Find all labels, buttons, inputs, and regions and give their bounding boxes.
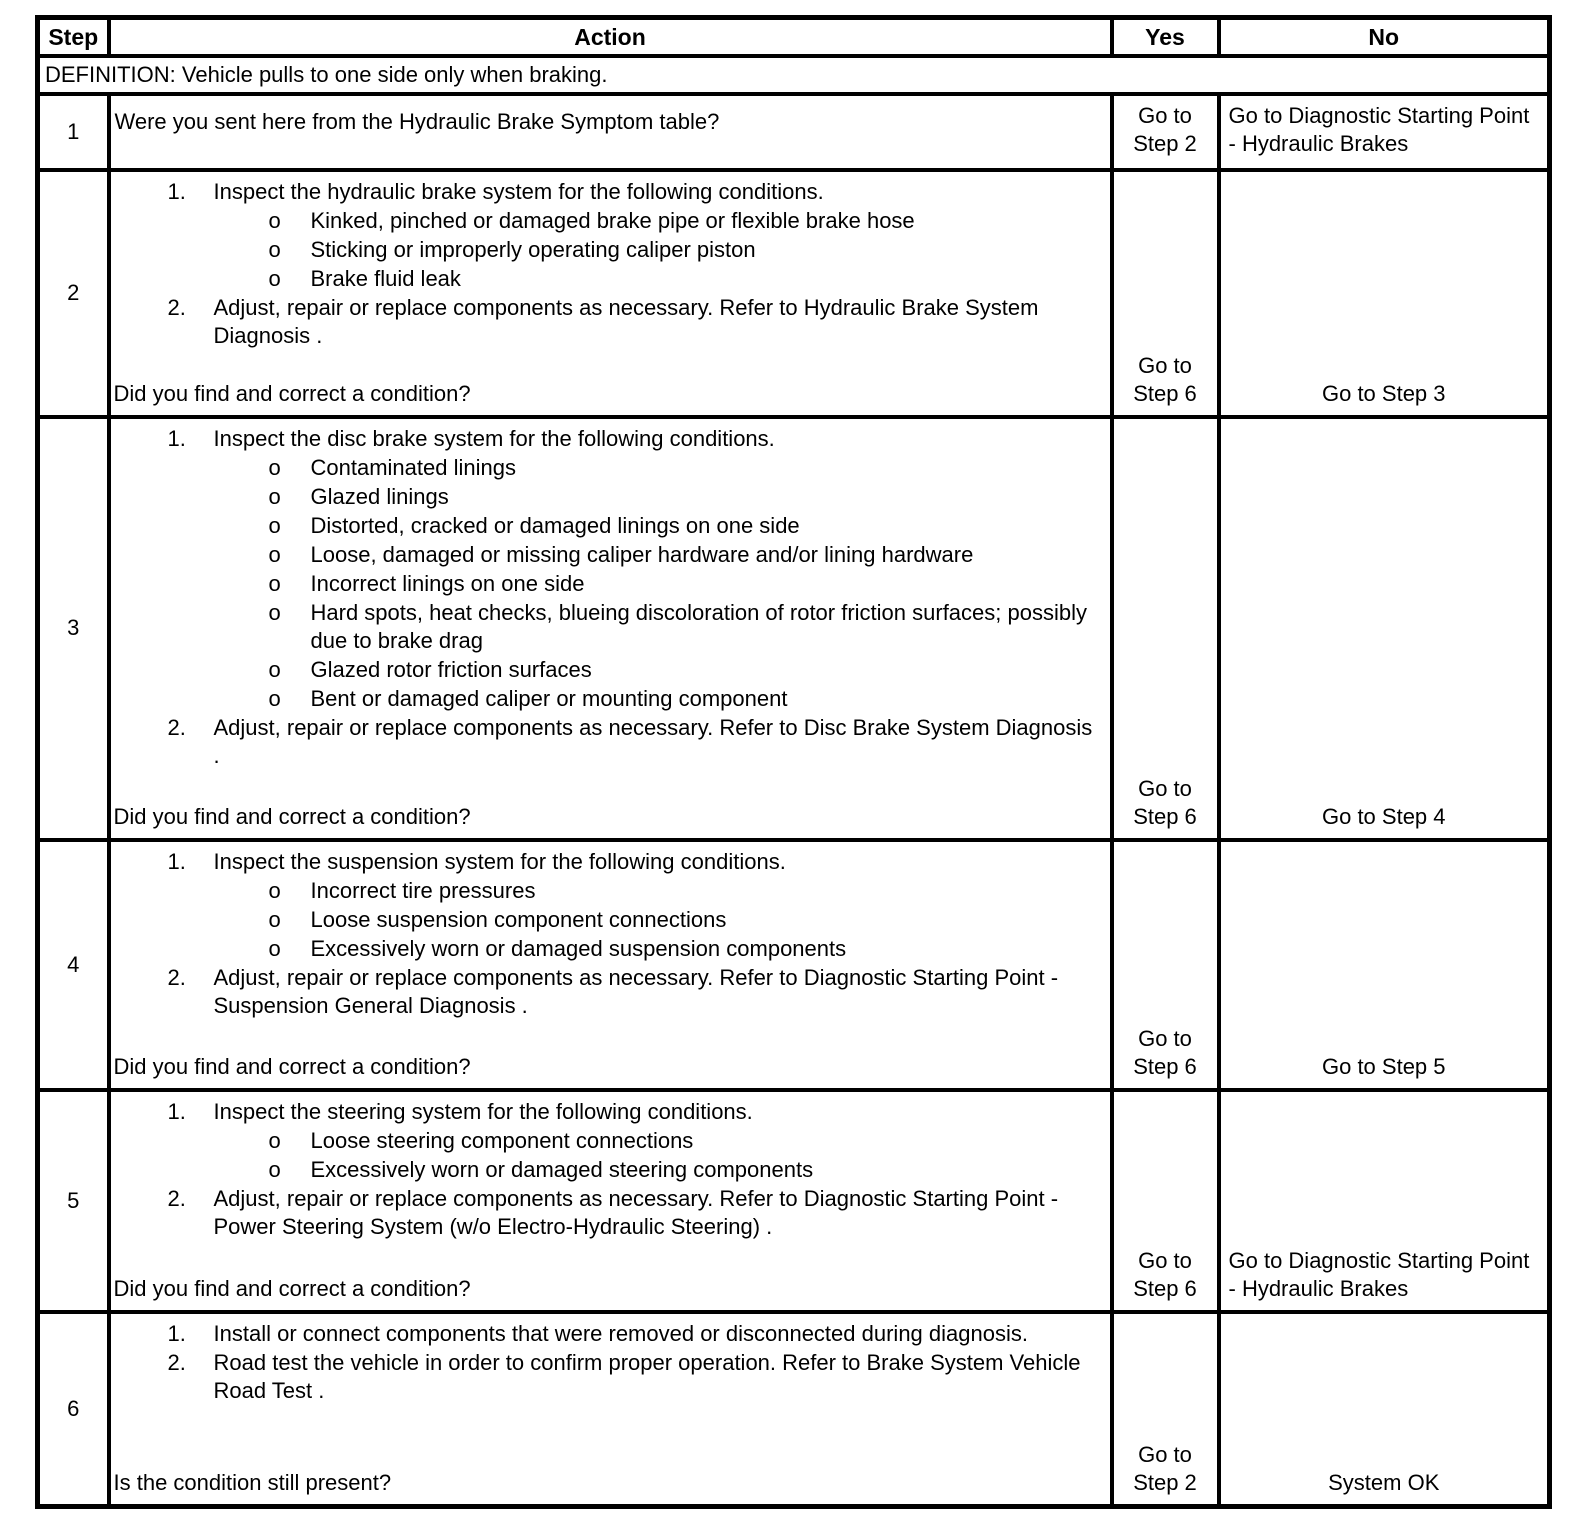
bullet-marker: o	[268, 207, 281, 233]
list-number: 2.	[167, 1349, 186, 1375]
bullet-text: Incorrect linings on one side	[310, 570, 585, 596]
bullet-item	[113, 207, 1100, 235]
bullet-marker: o	[268, 935, 281, 961]
bullet-text: Glazed linings	[310, 483, 449, 509]
list-text: Adjust, repair or replace components as necessary. Refer to Hydraulic Brake System Diagnosis .	[213, 294, 1039, 348]
bullet-text: Contaminated linings	[310, 454, 516, 480]
step-number: 2	[38, 170, 109, 417]
header-step: Step	[38, 18, 109, 56]
step-number: 5	[38, 1090, 109, 1312]
bullet-item	[113, 1127, 1100, 1155]
list-item	[113, 1320, 1100, 1348]
action-cell	[109, 417, 1112, 840]
bullet-marker: o	[268, 570, 281, 596]
header-action: Action	[109, 18, 1112, 56]
bullet-item	[113, 656, 1100, 684]
bullet-marker: o	[268, 906, 281, 932]
action-list	[113, 848, 1100, 1020]
bullet-marker: o	[268, 877, 281, 903]
action-list	[113, 178, 1100, 350]
action-question: Did you find and correct a condition?	[113, 803, 471, 829]
no-cell: System OK	[1219, 1312, 1550, 1507]
list-item	[113, 848, 1100, 876]
table-row-step-4	[38, 840, 1550, 1090]
bullet-item	[113, 454, 1100, 482]
list-text: Road test the vehicle in order to confirm proper operation. Refer to Brake System Vehicle Road Test .	[213, 1349, 1081, 1403]
action-cell	[109, 1090, 1112, 1312]
list-item	[113, 294, 1100, 350]
bullet-item	[113, 906, 1100, 934]
list-number: 1.	[167, 848, 186, 874]
list-text: Inspect the steering system for the following conditions.	[213, 1098, 753, 1124]
list-text: Inspect the hydraulic brake system for the following conditions.	[213, 178, 824, 204]
bullet-item	[113, 265, 1100, 293]
table-row-step-6	[38, 1312, 1550, 1507]
yes-cell: Go to Step 6	[1112, 840, 1219, 1090]
list-item	[113, 178, 1100, 206]
yes-cell: Go to Step 6	[1112, 417, 1219, 840]
list-number: 2.	[167, 294, 186, 320]
list-text: Adjust, repair or replace components as necessary. Refer to Disc Brake System Diagnosis .	[213, 714, 1093, 768]
yes-cell: Go to Step 6	[1112, 1090, 1219, 1312]
list-item	[113, 425, 1100, 453]
bullet-item	[113, 541, 1100, 569]
no-cell: Go to Step 3	[1219, 170, 1550, 417]
bullet-item	[113, 1156, 1100, 1184]
bullet-item	[113, 483, 1100, 511]
step-number: 3	[38, 417, 109, 840]
list-number: 1.	[167, 178, 186, 204]
header-no: No	[1219, 18, 1550, 56]
bullet-text: Glazed rotor friction surfaces	[310, 656, 592, 682]
bullet-marker: o	[268, 656, 281, 682]
bullet-marker: o	[268, 1127, 281, 1153]
bullet-text: Kinked, pinched or damaged brake pipe or flexible brake hose	[310, 207, 915, 233]
list-item	[113, 964, 1100, 1020]
bullet-text: Loose suspension component connections	[310, 906, 727, 932]
header-row	[38, 18, 1550, 56]
yes-cell: Go to Step 2	[1112, 1312, 1219, 1507]
list-number: 2.	[167, 1185, 186, 1211]
bullet-text: Incorrect tire pressures	[310, 877, 536, 903]
action-question: Did you find and correct a condition?	[113, 1053, 471, 1079]
bullet-marker: o	[268, 599, 281, 625]
list-number: 1.	[167, 1098, 186, 1124]
bullet-text: Loose steering component connections	[310, 1127, 694, 1153]
bullet-item	[113, 512, 1100, 540]
list-item	[113, 1098, 1100, 1126]
no-cell: Go to Diagnostic Starting Point - Hydraulic Brakes	[1219, 94, 1550, 170]
bullet-marker: o	[268, 483, 281, 509]
bullet-marker: o	[268, 512, 281, 538]
bullet-item	[113, 877, 1100, 905]
yes-cell: Go to Step 2	[1112, 94, 1219, 170]
bullet-marker: o	[268, 541, 281, 567]
list-item	[113, 714, 1100, 770]
list-number: 2.	[167, 964, 186, 990]
list-number: 1.	[167, 425, 186, 451]
action-question: Is the condition still present?	[113, 1470, 392, 1495]
table-row-step-5	[38, 1090, 1550, 1312]
bullet-marker: o	[268, 265, 281, 291]
bullet-text: Distorted, cracked or damaged linings on one side	[310, 512, 800, 538]
no-cell: Go to Step 4	[1219, 417, 1550, 840]
table-row-step-1	[38, 94, 1550, 170]
action-question: Did you find and correct a condition?	[113, 1275, 471, 1301]
bullet-text: Hard spots, heat checks, blueing discoloration of rotor friction surfaces; possibly due to brake drag	[310, 599, 1087, 653]
bullet-marker: o	[268, 454, 281, 480]
table-row-step-3	[38, 417, 1550, 840]
step-number: 4	[38, 840, 109, 1090]
bullet-marker: o	[268, 685, 281, 711]
bullet-text: Brake fluid leak	[310, 265, 461, 291]
table-row-step-2	[38, 170, 1550, 417]
action-cell	[109, 1312, 1112, 1507]
action-question: Did you find and correct a condition?	[113, 380, 471, 406]
header-yes: Yes	[1112, 18, 1219, 56]
bullet-item	[113, 236, 1100, 264]
list-text: Install or connect components that were removed or disconnected during diagnosis.	[213, 1320, 1028, 1346]
list-number: 1.	[167, 1320, 186, 1346]
action-cell	[109, 840, 1112, 1090]
bullet-item	[113, 599, 1100, 655]
bullet-text: Excessively worn or damaged suspension components	[310, 935, 847, 961]
action-list	[113, 425, 1100, 770]
list-item	[113, 1349, 1100, 1405]
bullet-text: Bent or damaged caliper or mounting component	[310, 685, 788, 711]
action-list	[113, 1320, 1100, 1405]
no-cell: Go to Step 5	[1219, 840, 1550, 1090]
bullet-item	[113, 570, 1100, 598]
list-text: Inspect the suspension system for the following conditions.	[213, 848, 786, 874]
bullet-text: Sticking or improperly operating caliper piston	[310, 236, 756, 262]
list-text: Adjust, repair or replace components as necessary. Refer to Diagnostic Starting Point - Power Steering System (w/o Electro-Hydraulic Steering) .	[213, 1185, 1059, 1239]
bullet-text: Excessively worn or damaged steering components	[310, 1156, 814, 1182]
diagnostic-table	[35, 15, 1552, 1509]
bullet-item	[113, 935, 1100, 963]
action-question: Were you sent here from the Hydraulic Brake Symptom table?	[109, 94, 1112, 170]
bullet-text: Loose, damaged or missing caliper hardware and/or lining hardware	[310, 541, 974, 567]
action-cell	[109, 170, 1112, 417]
definition-row	[38, 56, 1550, 94]
bullet-item	[113, 685, 1100, 713]
bullet-marker: o	[268, 1156, 281, 1182]
list-text: Adjust, repair or replace components as necessary. Refer to Diagnostic Starting Point - Suspension General Diagnosis .	[213, 964, 1059, 1018]
step-number: 6	[38, 1312, 109, 1507]
action-list	[113, 1098, 1100, 1241]
list-text: Inspect the disc brake system for the following conditions.	[213, 425, 775, 451]
definition-text: DEFINITION: Vehicle pulls to one side only when braking.	[38, 56, 1550, 94]
list-item	[113, 1185, 1100, 1241]
step-number: 1	[38, 94, 109, 170]
bullet-marker: o	[268, 236, 281, 262]
no-cell: Go to Diagnostic Starting Point - Hydraulic Brakes	[1219, 1090, 1550, 1312]
yes-cell: Go to Step 6	[1112, 170, 1219, 417]
list-number: 2.	[167, 714, 186, 740]
